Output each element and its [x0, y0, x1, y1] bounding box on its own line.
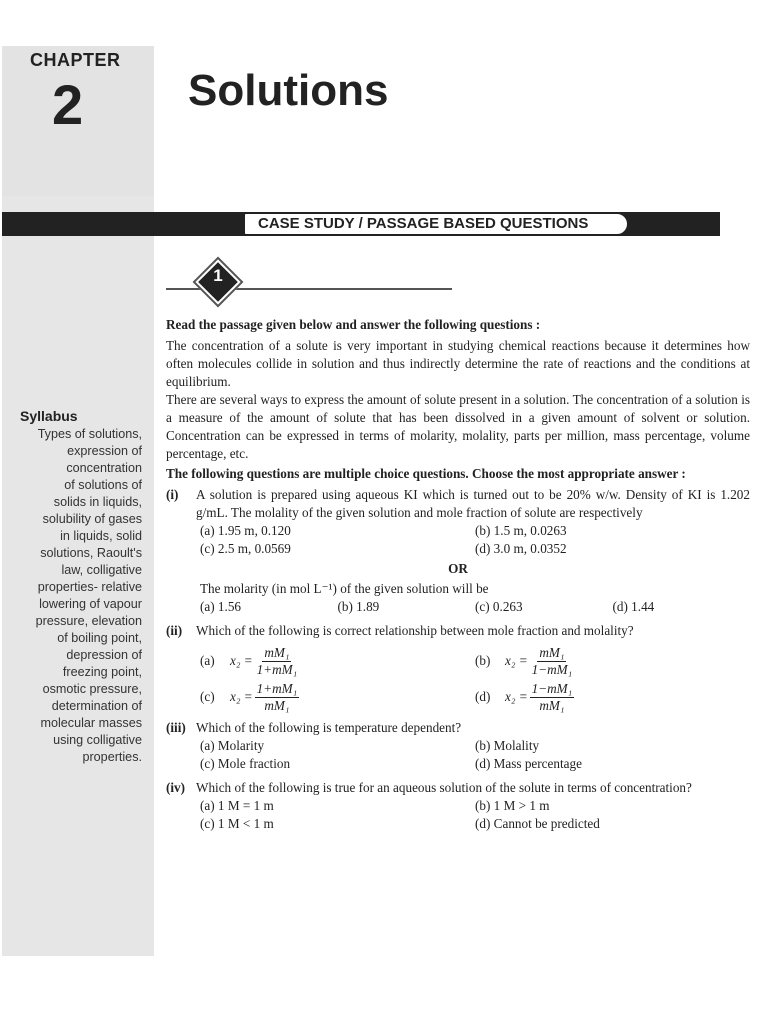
option-b: (b) x₂ = $\frac{\text{mM₁}}{\text{1−mM₁}}$ [475, 644, 573, 677]
syllabus-line: in liquids, solid [60, 529, 142, 543]
option-b: (b) 1 M > 1 m [475, 798, 550, 813]
syllabus-line: of solutions of [64, 478, 142, 492]
question-number: (ii) [166, 623, 183, 638]
passage-paragraph-1: The concentration of a solute is very important in studying chemical reactions because it determines how often molecules collide in solution and thus indirectly determine the rate of reactions and the conditions at equilibrium. [166, 338, 750, 389]
question-number: (iv) [166, 780, 186, 795]
syllabus-line: molecular masses [40, 716, 142, 730]
option-c: (c) 0.263 [475, 599, 523, 614]
syllabus-line: lowering of vapour [39, 597, 142, 611]
passage-paragraph-2: There are several ways to express the amount of solute present in a solution. The concentration of a solution is a measure of the amount of solute that has been dissolved in a given amount of solvent or solution. Concentration can be expressed in terms of molarity, molality, parts per million, mass percentage, volume percentage, etc. [166, 392, 750, 461]
option-b: (b) 1.5 m, 0.0263 [475, 523, 567, 538]
question-iii [166, 719, 750, 737]
syllabus-line: solubility of gases [42, 512, 142, 526]
syllabus-line: osmotic pressure, [42, 682, 142, 696]
syllabus-box [12, 408, 142, 766]
question-ii-options [166, 643, 750, 715]
syllabus-line: properties. [82, 750, 142, 764]
fraction: $\frac{\text{1+mM₁}}{\text{mM₁}}$ [256, 680, 298, 713]
syllabus-line: solids in liquids, [53, 495, 142, 509]
option-b: (b) Molality [475, 738, 540, 753]
option-a: (a) 1.95 m, 0.120 [200, 523, 291, 538]
question-text: A solution is prepared using aqueous KI which is turned out to be 20% w/w. Density of KI is 1.202 g/mL. The molality of the given solution and mole fraction of solute are respectively [196, 487, 750, 520]
fraction: $\frac{\text{1−mM₁}}{\text{mM₁}}$ [531, 680, 573, 713]
syllabus-line: law, colligative [61, 563, 142, 577]
option-d: (d) x₂ = $\frac{\text{1−mM₁}}{\text{mM₁}}$ [475, 680, 573, 713]
question-i-options [166, 522, 750, 558]
syllabus-line: properties- relative [37, 580, 142, 594]
main-content [166, 316, 750, 833]
syllabus-line: of boiling point, [57, 631, 142, 645]
fraction: $\frac{\text{mM₁}}{\text{1+mM₁}}$ [256, 644, 298, 677]
syllabus-line: expression of [67, 444, 142, 458]
syllabus-text [12, 426, 142, 766]
syllabus-line: Types of solutions, [37, 427, 142, 441]
or-separator: OR [448, 561, 468, 576]
question-text: Which of the following is temperature dependent? [196, 720, 462, 735]
question-iii-options [166, 737, 750, 773]
syllabus-line: solutions, Raoult's [40, 546, 142, 560]
alt-question-options [166, 598, 750, 616]
fraction: $\frac{\text{mM₁}}{\text{1−mM₁}}$ [531, 644, 573, 677]
option-d: (d) 1.44 [612, 599, 655, 614]
syllabus-line: freezing point, [62, 665, 142, 679]
syllabus-line: using colligative [53, 733, 142, 747]
option-a: (a) 1.56 [200, 599, 242, 614]
chapter-label: CHAPTER [30, 50, 121, 70]
syllabus-line: determination of [51, 699, 142, 713]
option-c: (c) Mole fraction [200, 756, 291, 771]
alt-question-text: The molarity (in mol L⁻¹) of the given solution will be [200, 581, 489, 596]
question-badge-number: 1 [213, 266, 223, 285]
syllabus-line: pressure, elevation [35, 614, 142, 628]
passage-instruction: Read the passage given below and answer the following questions : [166, 317, 541, 332]
question-ii [166, 622, 750, 640]
question-number: (i) [166, 487, 179, 502]
option-d: (d) 3.0 m, 0.0352 [475, 541, 567, 556]
question-iv-options [166, 797, 750, 833]
option-a: (a) x₂ = $\frac{\text{mM₁}}{\text{1+mM₁}}$ [200, 644, 298, 677]
syllabus-line: depression of [66, 648, 142, 662]
chapter-title: Solutions [188, 66, 389, 115]
option-b: (b) 1.89 [337, 599, 380, 614]
question-i [166, 486, 750, 522]
syllabus-line: concentration [66, 461, 142, 475]
option-c: (c) 1 M < 1 m [200, 816, 274, 831]
chapter-number: 2 [52, 73, 84, 136]
option-c: (c) 2.5 m, 0.0569 [200, 541, 291, 556]
option-d: (d) Cannot be predicted [475, 816, 600, 831]
question-iv [166, 779, 750, 797]
mcq-instruction: The following questions are multiple choice questions. Choose the most appropriate answer : [166, 466, 686, 481]
syllabus-heading: Syllabus [20, 408, 78, 424]
option-c: (c) x₂ = $\frac{\text{1+mM₁}}{\text{mM₁}}$ [200, 680, 298, 713]
option-a: (a) 1 M = 1 m [200, 798, 274, 813]
question-text: Which of the following is true for an aqueous solution of the solute in terms of concentration? [196, 780, 692, 795]
question-number: (iii) [166, 720, 186, 735]
option-a: (a) Molarity [200, 738, 265, 753]
option-d: (d) Mass percentage [475, 756, 582, 771]
question-text: Which of the following is correct relationship between mole fraction and molality? [196, 623, 634, 638]
section-banner-text: CASE STUDY / PASSAGE BASED QUESTIONS [258, 215, 589, 232]
